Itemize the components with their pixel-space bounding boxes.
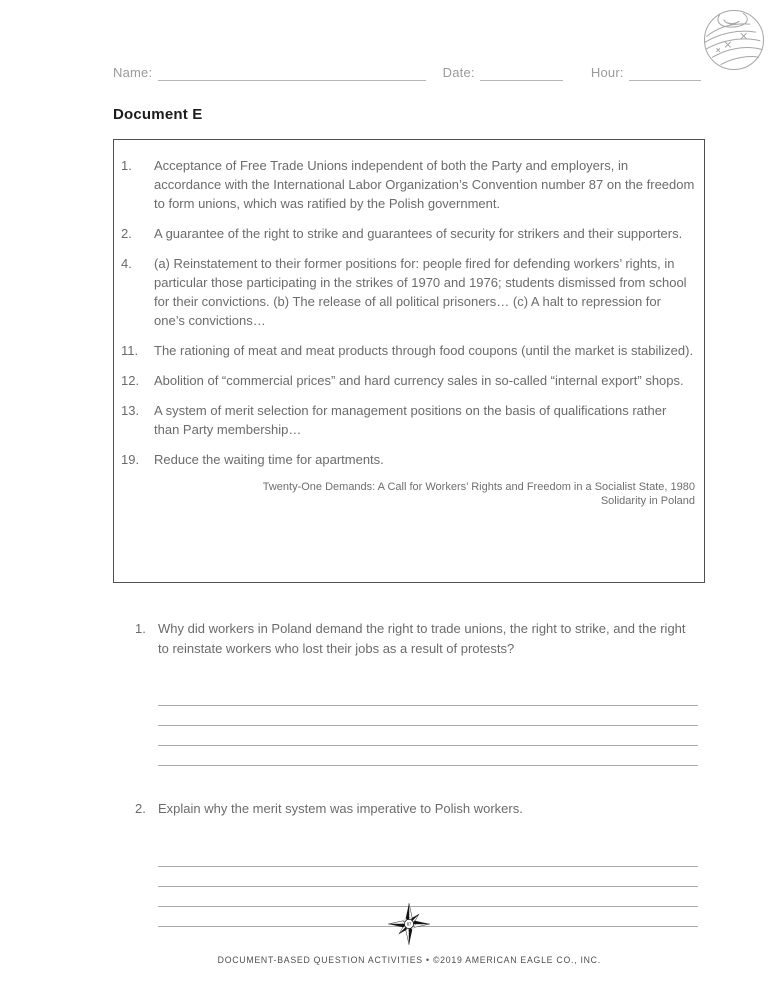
date-label: Date: [442,65,475,80]
doc-item-text: The rationing of meat and meat products through food coupons (until the market is stabilized). [154,343,694,358]
doc-item-number: 4. [121,256,132,271]
page-footer [113,901,705,968]
document-items-list [121,156,695,469]
doc-item-number: 11. [121,343,139,358]
source-attribution [121,480,695,508]
doc-item-number: 12. [121,373,140,388]
hour-label: Hour: [590,65,624,80]
document-box [113,139,705,583]
question-number: 2. [135,801,146,816]
compass-logo-icon [386,901,432,947]
doc-item-text: Abolition of “commercial prices” and hard currency sales in so-called “internal export” shops. [154,373,684,388]
document-item [121,371,695,390]
questions-section [135,619,698,927]
hour-input-line[interactable] [629,64,701,81]
answer-lines [158,686,698,766]
doc-item-text: A system of merit selection for management positions on the basis of qualifications rather than Party membership… [154,403,667,437]
doc-item-number: 19. [121,452,140,467]
answer-line[interactable] [158,847,698,867]
question-text: Why did workers in Poland demand the right to trade unions, the right to strike, and the right to reinstate workers who lost their jobs as a result of protests? [158,621,686,656]
answer-line[interactable] [158,726,698,746]
document-item [121,224,695,243]
name-input-line[interactable] [158,64,425,81]
doc-item-text: Acceptance of Free Trade Unions independent of both the Party and employers, in accordance with the International Labor Organization’s Convention number 87 on the freedom to form unions, which was ratified by the Polish government. [154,158,695,211]
doc-item-number: 2. [121,226,132,241]
doc-item-text: (a) Reinstatement to their former positions for: people fired for defending workers’ rights, in particular those participating in the strikes of 1970 and 1976; students dismissed from school for their convictions. (b) The release of all political prisoners… (c) A halt to repression for one’s convictions… [154,256,687,328]
compass-number: 87 [406,921,412,927]
source-line-2: Solidarity in Poland [600,495,695,507]
question-text: Explain why the merit system was imperative to Polish workers. [158,801,523,816]
question-block [135,619,698,766]
answer-line[interactable] [158,746,698,766]
question-number: 1. [135,621,146,636]
doc-item-number: 1. [121,158,132,173]
document-title: Document E [113,106,203,123]
doc-item-number: 13. [121,403,140,418]
source-line-1: Twenty-One Demands: A Call for Workers’ Rights and Freedom in a Socialist State, 1980 [262,481,695,493]
document-item [121,341,695,360]
document-item [121,450,695,469]
footer-credit: DOCUMENT-BASED QUESTION ACTIVITIES • ©2019 AMERICAN EAGLE CO., INC. [217,955,601,966]
document-item [121,401,695,439]
answer-line[interactable] [158,867,698,887]
document-item [121,254,695,330]
name-label: Name: [113,65,153,80]
answer-line[interactable] [158,686,698,706]
header-row [113,64,701,81]
doc-item-text: Reduce the waiting time for apartments. [154,452,384,467]
doc-item-text: A guarantee of the right to strike and guarantees of security for strikers and their supporters. [154,226,683,241]
date-input-line[interactable] [480,64,563,81]
globe-logo-icon [698,4,770,76]
document-item [121,156,695,213]
answer-line[interactable] [158,706,698,726]
